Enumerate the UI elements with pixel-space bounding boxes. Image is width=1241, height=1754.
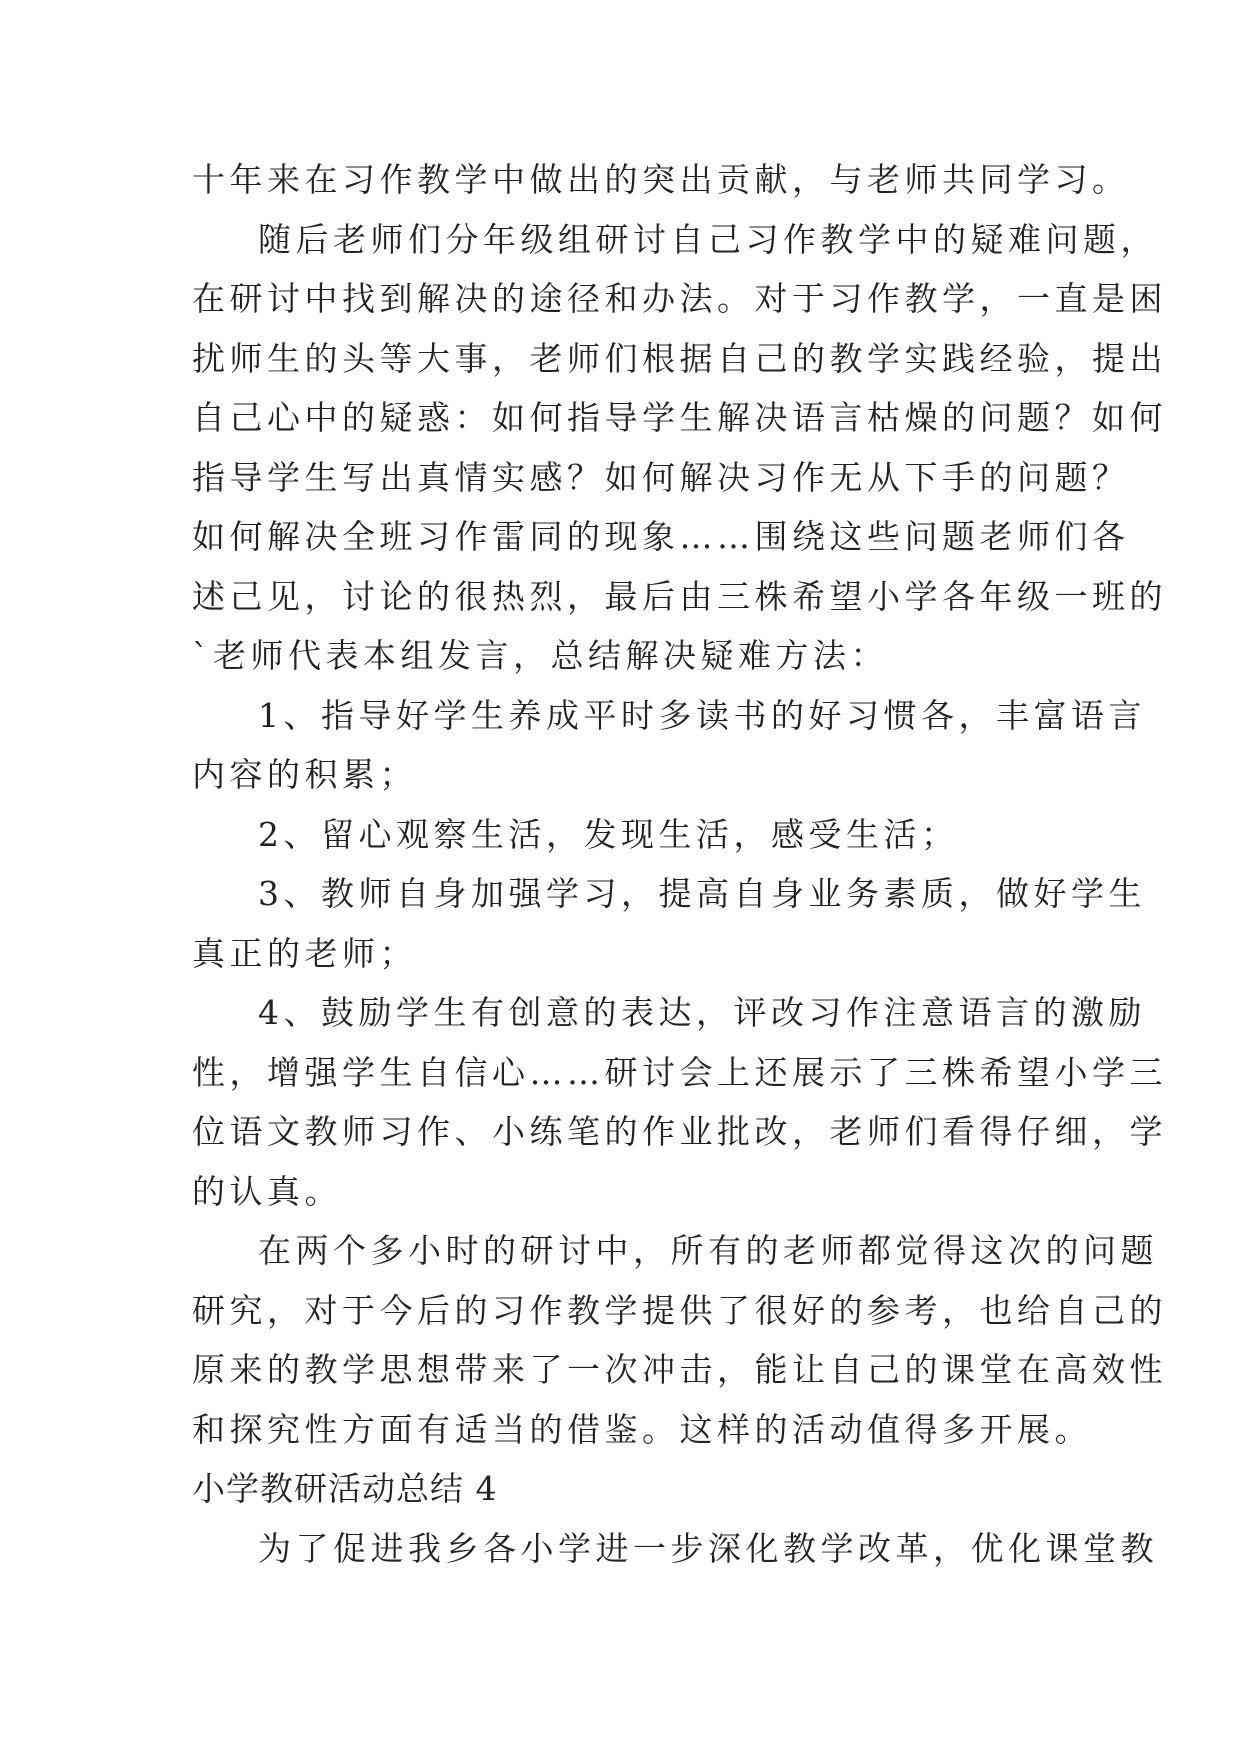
paragraph-line: 扰师生的头等大事，老师们根据自己的教学实践经验，提出 xyxy=(192,338,1167,378)
list-item-line: 1、指导好学生养成平时多读书的好习惯各，丰富语言 xyxy=(258,695,1146,735)
paragraph-line: 随后老师们分年级组研讨自己习作教学中的疑难问题， xyxy=(258,219,1158,259)
list-item-line: 4、鼓励学生有创意的表达，评改习作注意语言的激励 xyxy=(258,993,1146,1032)
paragraph-line: 如何解决全班习作雷同的现象……围绕这些问题老师们各 xyxy=(192,517,1130,556)
paragraph-line: 述己见，讨论的很热烈，最后由三株希望小学各年级一班的 xyxy=(192,576,1167,616)
list-item-line: 2、留心观察生活，发现生活，感受生活； xyxy=(258,814,959,854)
paragraph-line: 在两个多小时的研讨中，所有的老师都觉得这次的问题 xyxy=(258,1231,1158,1270)
paragraph-line: 为了促进我乡各小学进一步深化教学改革，优化课堂教 xyxy=(258,1528,1158,1568)
list-item-line: 3、教师自身加强学习，提高自身业务素质，做好学生 xyxy=(258,874,1146,913)
section-heading: 小学教研活动总结 4 xyxy=(192,1469,498,1508)
list-item-line: 性，增强学生自信心……研讨会上还展示了三株希望小学三 xyxy=(192,1052,1167,1092)
paragraph-line: 指导学生写出真情实感？如何解决习作无从下手的问题？ xyxy=(192,457,1130,497)
paragraph-line: 在研讨中找到解决的途径和办法。对于习作教学，一直是困 xyxy=(192,279,1167,318)
paragraph-line: 研究，对于今后的习作教学提供了很好的参考，也给自己的 xyxy=(192,1290,1167,1330)
list-item-line: 真正的老师； xyxy=(192,933,417,973)
paragraph-line: 原来的教学思想带来了一次冲击，能让自己的课堂在高效性 xyxy=(192,1350,1167,1389)
paragraph-line: 自己心中的疑惑：如何指导学生解决语言枯燥的问题？如何 xyxy=(192,398,1167,437)
paragraph-line: 和探究性方面有适当的借鉴。这样的活动值得多开展。 xyxy=(192,1409,1092,1449)
list-item-line: 内容的积累； xyxy=(192,755,417,794)
paragraph-line: `老师代表本组发言，总结解决疑难方法： xyxy=(192,636,888,675)
paragraph-line: 十年来在习作教学中做出的突出贡献，与老师共同学习。 xyxy=(192,160,1130,199)
list-item-line: 位语文教师习作、小练笔的作业批改，老师们看得仔细，学 xyxy=(192,1112,1167,1151)
list-item-line: 的认真。 xyxy=(192,1171,342,1211)
document-body xyxy=(192,150,1167,1578)
